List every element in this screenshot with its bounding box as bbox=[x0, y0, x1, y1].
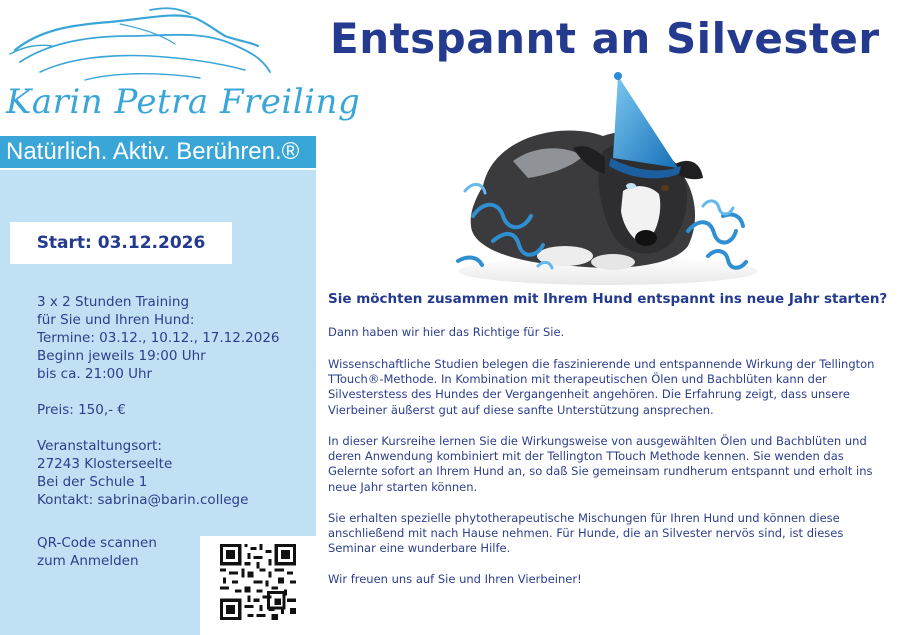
qr-caption-line: QR-Code scannen bbox=[37, 535, 157, 551]
qr-caption bbox=[37, 534, 197, 570]
horse-logo-icon bbox=[0, 0, 316, 90]
qr-code-icon bbox=[220, 544, 296, 620]
brand-name: Karin Petra Freiling bbox=[6, 82, 361, 122]
paragraph-course: In dieser Kursreihe lernen Sie die Wirkungsweise von ausgewählten Ölen und Bachblüten und deren Anwendung kombiniert mit der Tellington TTouch Methode kennen. Sie wenden das Gelernte sofort an Ihrem Hund an, so daß Sie gemeinsam rundherum entspannt und erholt ins neue Jahr starten können. bbox=[328, 434, 873, 494]
page-title: Entspannt an Silvester bbox=[330, 14, 880, 63]
info-line: Beginn jeweils 19:00 Uhr bbox=[37, 348, 206, 364]
info-line: bis ca. 21:00 Uhr bbox=[37, 366, 153, 382]
qr-caption-line: zum Anmelden bbox=[37, 553, 139, 569]
subheading: Sie möchten zusammen mit Ihrem Hund entspannt ins neue Jahr starten? bbox=[328, 291, 888, 307]
paragraph-studies: Wissenschaftliche Studien belegen die faszinierende und entspannende Wirkung der Tellington TTouch®-Methode. In Kombination mit therapeutischen Ölen und Bachblüten kann der Silvesterstess des Hundes der Vergangenheit angehören. Die Erfahrung zeigt, dass unsere Vierbeiner äußerst gut auf diese sanfte Unterstützung ansprechen. bbox=[328, 357, 875, 417]
training-info bbox=[37, 293, 312, 383]
info-line: für Sie und Ihren Hund: bbox=[37, 312, 195, 328]
venue-info bbox=[37, 437, 312, 509]
paragraph-closing: Wir freuen uns auf Sie und Ihren Vierbeiner! bbox=[328, 572, 582, 586]
info-dates: Termine: 03.12., 10.12., 17.12.2026 bbox=[37, 330, 280, 346]
qr-code[interactable] bbox=[200, 536, 316, 635]
info-line: 3 x 2 Stunden Training bbox=[37, 294, 190, 310]
paragraph-mixtures: Sie erhalten spezielle phytotherapeutische Mischungen für Ihren Hund und können diese anschließend mit nach Hause nehmen. Für Hunde, die an Silvester nervös sind, ist dieses Seminar eine wunderbare Hilfe. bbox=[328, 511, 844, 556]
brand-tagline: Natürlich. Aktiv. Berühren.® bbox=[0, 136, 316, 168]
paragraph-intro: Dann haben wir hier das Richtige für Sie. bbox=[328, 325, 565, 339]
venue-city: 27243 Klosterseelte bbox=[37, 456, 173, 472]
dog-party-hat-image bbox=[453, 66, 765, 288]
price: Preis: 150,- € bbox=[37, 402, 126, 418]
venue-street: Bei der Schule 1 bbox=[37, 474, 148, 490]
start-date-box: Start: 03.12.2026 bbox=[10, 222, 232, 264]
contact-email[interactable]: Kontakt: sabrina@barin.college bbox=[37, 492, 249, 508]
venue-label: Veranstaltungsort: bbox=[37, 438, 162, 454]
dog-illustration bbox=[453, 66, 765, 288]
